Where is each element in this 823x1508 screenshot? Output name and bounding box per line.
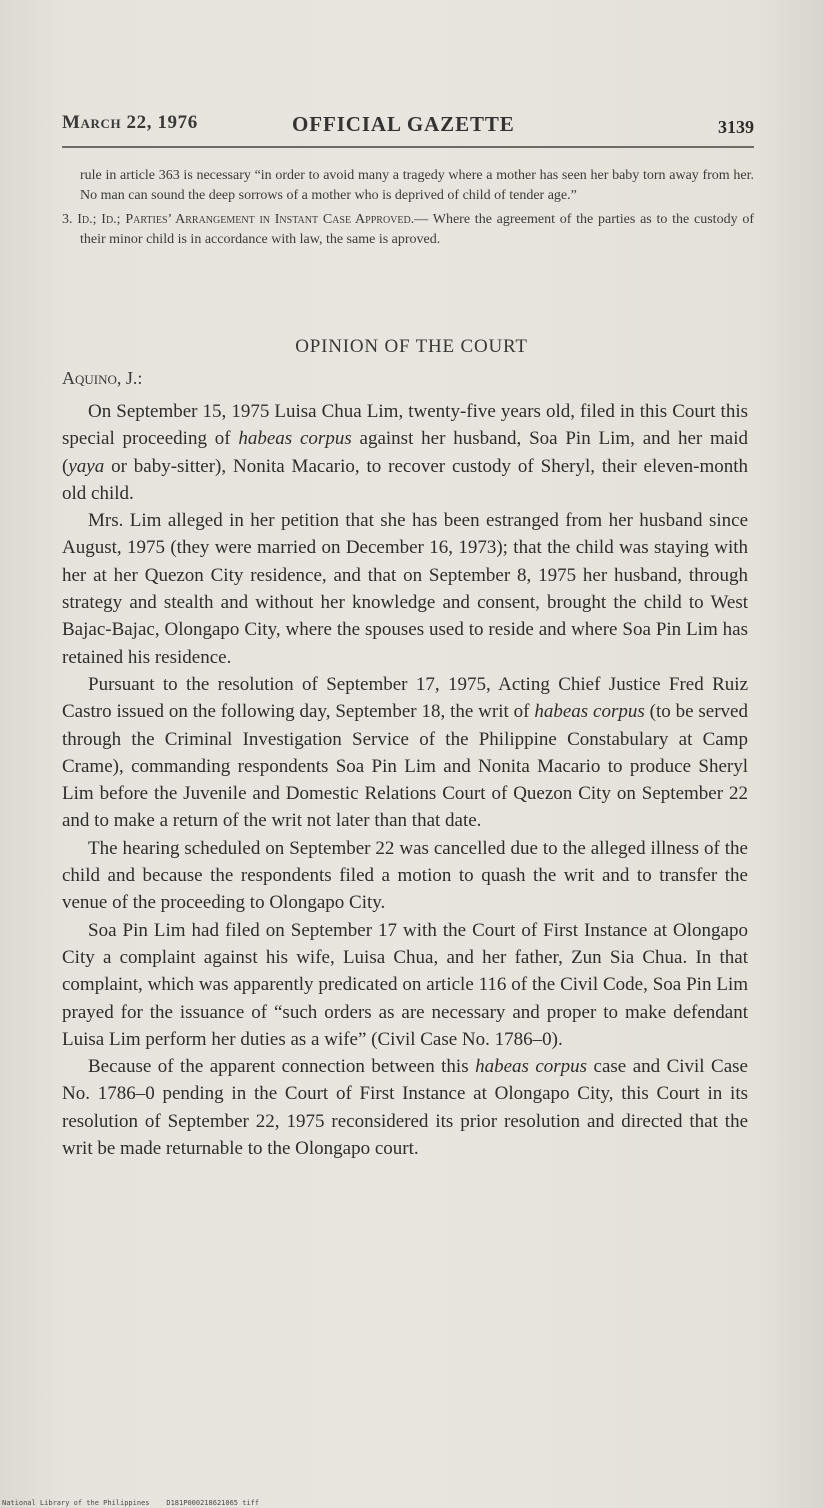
syllabus-continuation: rule in article 363 is necessary “in order to avoid many a tragedy where a mother has seen her baby torn away from her. No man can sound the deep sorrows of a mother who is deprived of child of tender age.” xyxy=(80,168,754,203)
syllabus-item-3-heading: 3. Id.; Id.; Parties’ Arrangement in Instant Case Approved.— xyxy=(62,212,429,227)
opinion-author: Aquino, J.: xyxy=(62,368,143,388)
paragraph-6: Because of the apparent connection between this habeas corpus case and Civil Case No. 1786–0 pending in the Court of First Instance at Olongapo City, this Court in its resolution of September 22, 1975 reconsidered its prior resolution and directed that the writ be made returnable to the Olongapo court. xyxy=(62,1056,748,1160)
paragraph-3: Pursuant to the resolution of September 17, 1975, Acting Chief Justice Fred Ruiz Castro issued on the following day, September 18, the writ of habeas corpus (to be served through the Criminal Investigation Service of the Philippine Constabulary at Camp Crame), commanding respondents Soa Pin Lim and Nonita Macario to produce Sheryl Lim before the Juvenile and Domestic Relations Court of Quezon City on September 22 and to make a return of the writ not later than that date. xyxy=(62,673,748,832)
paragraph-4: The hearing scheduled on September 22 was cancelled due to the alleged illness of the child and because the respondents filed a motion to quash the writ and to transfer the venue of the proceeding to Olongapo City. xyxy=(62,837,748,914)
scan-footer xyxy=(2,1499,259,1507)
syllabus-item-3 xyxy=(62,210,754,250)
paragraph-2: Mrs. Lim alleged in her petition that she has been estranged from her husband since August, 1975 (they were married on December 16, 1973); that the child was staying with her at her Quezon City residence, and that on September 8, 1975 her husband, through strategy and stealth and without her knowledge and consent, brought the child to West Bajac-Bajac, Olongapo City, where the spouses used to reside and where Soa Pin Lim has retained his residence. xyxy=(62,510,748,668)
page-header xyxy=(62,108,762,148)
issue-date: March 22, 1976 xyxy=(62,112,198,133)
opinion-body xyxy=(62,398,748,1162)
syllabus-item-3-text: Where the agreement of the parties as to the custody of their minor child is in accordance with law, the same is aproved. xyxy=(80,212,754,247)
opinion-title: OPINION OF THE COURT xyxy=(295,336,528,357)
publication-title: OFFICIAL GAZETTE xyxy=(292,112,515,136)
paragraph-5: Soa Pin Lim had filed on September 17 with the Court of First Instance at Olongapo City a complaint against his wife, Luisa Chua, and her father, Zun Sia Chua. In that complaint, which was apparently predicated on article 116 of the Civil Code, Soa Pin Lim prayed for the issuance of “such orders as are necessary and proper to make defendant Luisa Lim perform her duties as a wife” (Civil Case No. 1786–0). xyxy=(62,919,748,1050)
paragraph-1: On September 15, 1975 Luisa Chua Lim, twenty-five years old, filed in this Court this special proceeding of habeas corpus against her husband, Soa Pin Lim, and her maid (yaya or baby-sitter), Nonita Macario, to recover custody of Sheryl, their eleven-month old child. xyxy=(62,401,748,504)
syllabus xyxy=(62,166,754,250)
page-number: 3139 xyxy=(718,117,754,137)
header-rule xyxy=(62,146,754,148)
footer-source: National Library of the Philippines xyxy=(2,1499,150,1507)
footer-file-id: D181P000218621065 tiff xyxy=(166,1499,260,1507)
